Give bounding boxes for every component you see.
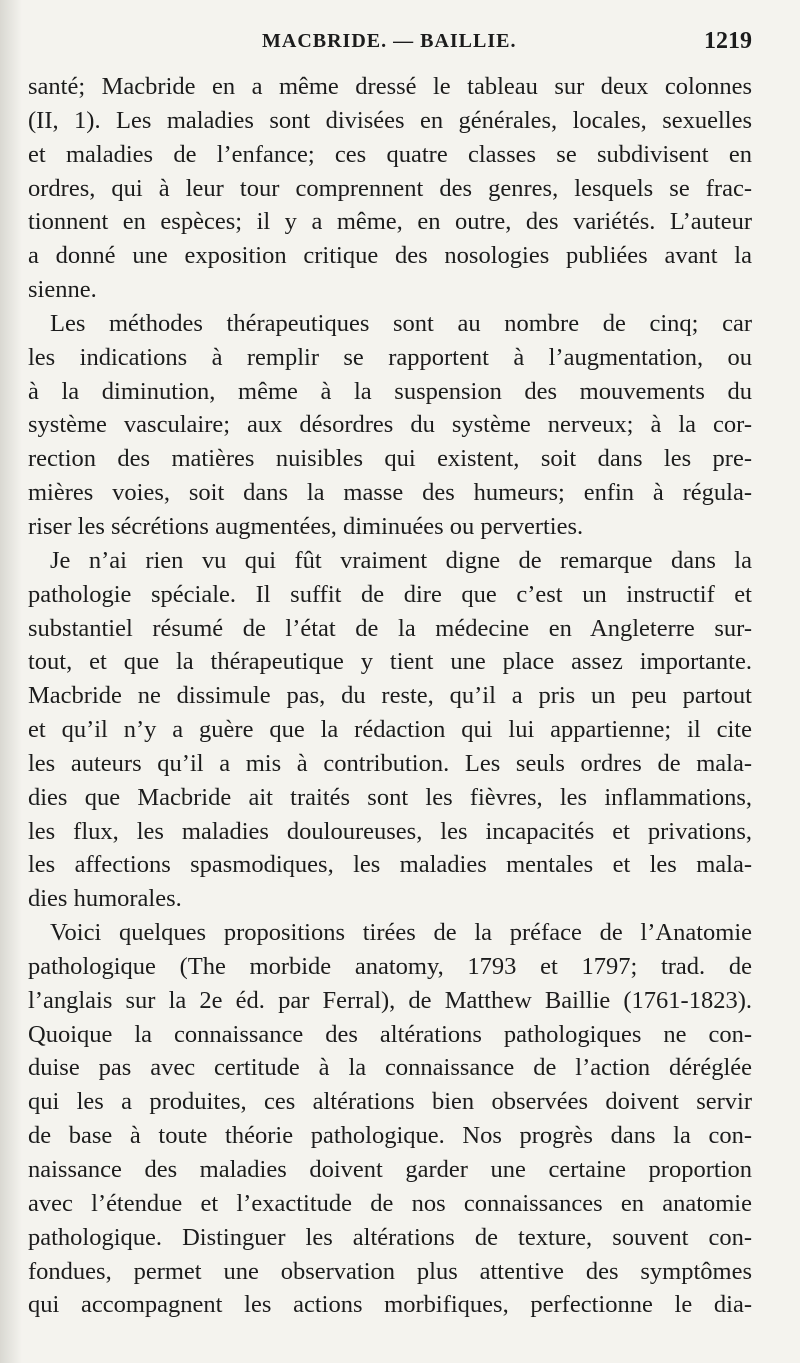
text-line: qui les a produites, ces altérations bien observées doivent servir <box>28 1088 752 1116</box>
text-line: les affections spasmodiques, les maladies mentales et les mala- <box>28 851 752 879</box>
text-line: tionnent en espèces; il y a même, en outre, des variétés. L’auteur <box>28 208 752 236</box>
text-line: a donné une exposition critique des nosologies publiées avant la <box>28 242 752 270</box>
text-line: sienne. <box>28 276 97 304</box>
text-line: pathologique. Distinguer les altérations de texture, souvent con- <box>28 1223 752 1251</box>
text-line: et maladies de l’enfance; ces quatre classes se subdivisent en <box>28 140 752 168</box>
text-line: avec l’étendue et l’exactitude de nos connaissances en anatomie <box>28 1189 752 1217</box>
text-line: Macbride ne dissimule pas, du reste, qu’il a pris un peu partout <box>28 682 752 710</box>
text-line: pathologique (The morbide anatomy, 1793 et 1797; trad. de <box>28 952 752 980</box>
text-line: santé; Macbride en a même dressé le tableau sur deux colonnes <box>28 73 752 100</box>
text-line: de base à toute théorie pathologique. Nos progrès dans la con- <box>28 1122 752 1150</box>
text-line: qui accompagnent les actions morbifiques, perfectionne le dia- <box>28 1291 752 1319</box>
text-line: duise pas avec certitude à la connaissance de l’action déréglée <box>28 1054 752 1082</box>
text-line: naissance des maladies doivent garder une certaine proportion <box>28 1156 752 1183</box>
running-head-title: MACBRIDE. — BAILLIE. <box>262 30 517 52</box>
text-line: ordres, qui à leur tour comprennent des genres, lesquels se frac- <box>28 174 752 202</box>
page-number: 1219 <box>704 28 752 54</box>
text-line: (II, 1). Les maladies sont divisées en générales, locales, sexuelles <box>28 106 752 134</box>
text-line: mières voies, soit dans la masse des humeurs; enfin à régula- <box>28 479 752 507</box>
text-line: pathologie spéciale. Il suffit de dire que c’est un instructif et <box>28 580 752 608</box>
text-line: à la diminution, même à la suspension des mouvements du <box>28 377 752 405</box>
text-line: riser les sécrétions augmentées, diminuées ou perverties. <box>28 512 584 540</box>
text-line: Quoique la connaissance des altérations pathologiques ne con- <box>28 1020 752 1048</box>
text-line: dies humorales. <box>28 885 182 913</box>
text-line: Je n’ai rien vu qui fût vraiment digne de remarque dans la <box>50 546 752 574</box>
text-line: les auteurs qu’il a mis à contribution. Les seuls ordres de mala- <box>28 749 752 777</box>
text-line: Les méthodes thérapeutiques sont au nombre de cinq; car <box>50 309 752 337</box>
text-line: système vasculaire; aux désordres du système nerveux; à la cor- <box>28 411 752 439</box>
text-line: Voici quelques propositions tirées de la préface de l’Anatomie <box>50 919 752 947</box>
gutter-shadow <box>0 0 22 1363</box>
text-line: substantiel résumé de l’état de la médecine en Angleterre sur- <box>28 614 752 642</box>
running-head <box>0 30 800 62</box>
body-text <box>28 70 752 1322</box>
text-line: les indications à remplir se rapportent à l’augmentation, ou <box>28 343 752 371</box>
text-line: les flux, les maladies douloureuses, les incapacités et privations, <box>28 817 752 845</box>
text-line: fondues, permet une observation plus attentive des symptômes <box>28 1257 752 1285</box>
text-line: rection des matières nuisibles qui existent, soit dans les pre- <box>28 445 752 473</box>
text-line: et qu’il n’y a guère que la rédaction qui lui appartienne; il cite <box>28 716 752 744</box>
text-line: dies que Macbride ait traités sont les fièvres, les inflammations, <box>28 783 752 811</box>
text-line: l’anglais sur la 2e éd. par Ferral), de Matthew Baillie (1761-1823). <box>28 986 752 1014</box>
text-line: tout, et que la thérapeutique y tient une place assez importante. <box>28 648 752 676</box>
